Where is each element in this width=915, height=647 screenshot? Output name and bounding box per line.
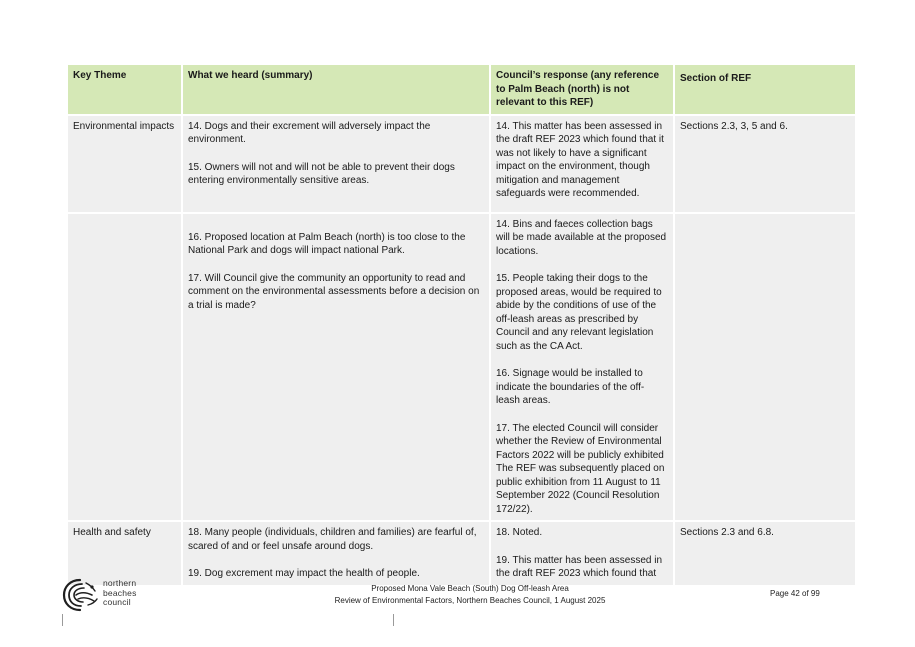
response-item: 14. Bins and faeces collection bags will be made available at the proposed locations. xyxy=(496,218,667,257)
response-cell xyxy=(490,115,674,213)
response-item: 14. This matter has been assessed in the draft REF 2023 which found that it was not likely to have a significant impact on the environment, though mitigation and management safeguards were recommended. xyxy=(496,120,664,199)
response-item: 15. People taking their dogs to the proposed areas, would be required to abide by the conditions of use of the off-leash areas as prescribed by Council and any relevant legislation such as the CA Act. xyxy=(496,273,662,352)
heard-cell xyxy=(182,521,490,586)
table-row xyxy=(67,213,856,522)
response-item: 16. Signage would be installed to indicate the boundaries of the off-leash areas. xyxy=(496,368,645,406)
response-item: 19. This matter has been assessed in the draft REF 2023 which found that xyxy=(496,554,663,579)
header-council-response: Council’s response (any reference to Palm Beach (north) is not relevant to this REF) xyxy=(490,64,674,115)
theme-cell: Environmental impacts xyxy=(67,115,182,213)
heard-item: 17. Will Council give the community an opportunity to read and comment on the environmental assessments before a decision on a trial is made? xyxy=(188,272,480,311)
table-row xyxy=(67,115,856,213)
heard-item: 19. Dog excrement may impact the health of people. xyxy=(188,568,420,579)
heard-item: 16. Proposed location at Palm Beach (north) is too close to the National Park and dogs will impact national Park. xyxy=(188,231,466,256)
council-logo-text: northern beaches council xyxy=(103,578,137,607)
footer-divider xyxy=(393,614,394,626)
section-cell: Sections 2.3 and 6.8. xyxy=(674,521,856,586)
table-row xyxy=(67,521,856,586)
heard-item: 14. Dogs and their excrement will adversely impact the environment. xyxy=(188,120,431,145)
response-item: 17. The elected Council will consider whether the Review of Environmental Factors 2022 will be publicly exhibited The REF was subsequently placed on public exhibition from 11 August to 11 September 2022 (Council Resolution 172/22). xyxy=(496,422,665,515)
header-section-of-ref: Section of REF xyxy=(674,64,856,115)
footer-document-title: Proposed Mona Vale Beach (South) Dog Off-leash Area Review of Environmental Factors, Northern Beaches Council, 1 August 2025 xyxy=(334,584,606,605)
heard-item: 15. Owners will not and will not be able to prevent their dogs entering environmentally sensitive areas. xyxy=(188,161,455,186)
heard-item: 18. Many people (individuals, children and families) are fearful of, scared of and or feel unsafe around dogs. xyxy=(188,527,477,552)
page-number: Page 42 of 99 xyxy=(770,589,820,598)
submissions-table xyxy=(66,63,857,587)
table-header-row xyxy=(67,64,856,115)
response-cell xyxy=(490,521,674,586)
footer-divider xyxy=(62,614,63,626)
header-key-theme: Key Theme xyxy=(67,64,182,115)
theme-cell xyxy=(67,213,182,522)
header-what-we-heard: What we heard (summary) xyxy=(182,64,490,115)
heard-cell xyxy=(182,115,490,213)
section-cell xyxy=(674,213,856,522)
theme-cell: Health and safety xyxy=(67,521,182,586)
response-item: 18. Noted. xyxy=(496,527,543,538)
section-cell: Sections 2.3, 3, 5 and 6. xyxy=(674,115,856,213)
response-cell xyxy=(490,213,674,522)
heard-cell xyxy=(182,213,490,522)
